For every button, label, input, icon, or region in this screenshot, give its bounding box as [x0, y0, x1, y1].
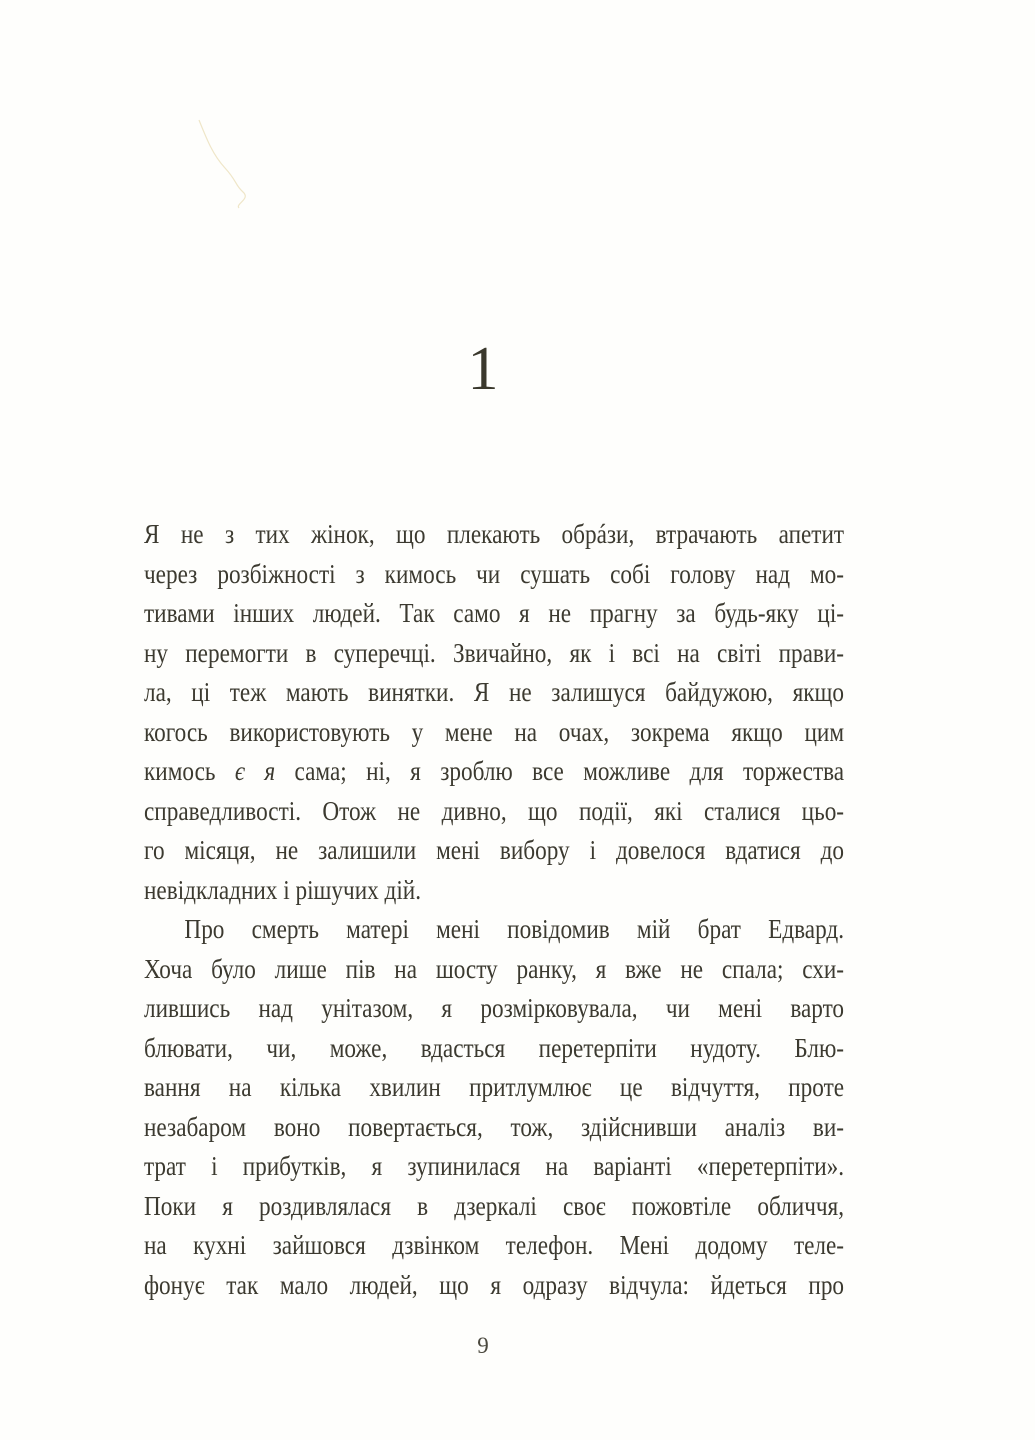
text-line: через розбіжності з кимось чи сушать собі голову над мо-: [144, 558, 845, 589]
text-line: ну перемогти в суперечці. Звичайно, як і всі на світі прави-: [144, 637, 845, 668]
text-line: Поки я роздивлялася в дзеркалі своє пожовтіле обличчя,: [144, 1190, 845, 1221]
text-segment: сама; ні, я зроблю все можливе для торжества: [275, 756, 845, 786]
text-line: лившись над унітазом, я розмірковувала, чи мені варто: [144, 993, 845, 1023]
text-line: Я не з тих жінок, що плекають обрáзи, втрачають апетит: [144, 519, 845, 549]
emphasized-text: є я: [234, 756, 276, 786]
text-line: справедливості. Отож не дивно, що події, які сталися цьо-: [144, 795, 845, 826]
text-line: когось використовують у мене на очах, зокрема якщо цим: [144, 716, 845, 747]
text-segment: кимось: [144, 756, 235, 786]
paragraph-2: [144, 910, 844, 1305]
text-line: вання на кілька хвилин притлумлює це відчуття, проте: [144, 1072, 845, 1102]
text-line: Про смерть матері мені повідомив мій брат Едвард.: [184, 914, 845, 944]
text-line: ла, ці теж мають винятки. Я не залишуся байдужою, якщо: [144, 677, 845, 707]
body-text: [144, 515, 844, 1305]
text-line: трат і прибутків, я зупинилася на варіанті «перетерпіти».: [144, 1151, 845, 1181]
text-line: блювати, чи, може, вдасться перетерпіти нудоту. Блю-: [144, 1032, 845, 1063]
text-line: тивами інших людей. Так само я не прагну за будь-яку ці-: [144, 598, 845, 628]
text-line: на кухні зайшовся дзвінком телефон. Мені додому теле-: [144, 1230, 845, 1260]
text-line: Хоча було лише пів на шосту ранку, я вже не спала; схи-: [144, 953, 845, 984]
text-line: го місяця, не залишили мені вибору і довелося вдатися до: [144, 835, 845, 865]
text-line: незабаром воно повертається, тож, здійснивши аналіз ви-: [144, 1111, 845, 1142]
text-line: [144, 752, 844, 792]
text-line: невідкладних і рішучих дій.: [144, 874, 422, 905]
paragraph-1: [144, 515, 844, 910]
paper-hair-artifact: [195, 100, 265, 210]
chapter-number: 1: [467, 335, 499, 403]
text-line: фонує так мало людей, що я одразу відчула: йдеться про: [144, 1269, 845, 1300]
page-number: 9: [477, 1333, 489, 1358]
